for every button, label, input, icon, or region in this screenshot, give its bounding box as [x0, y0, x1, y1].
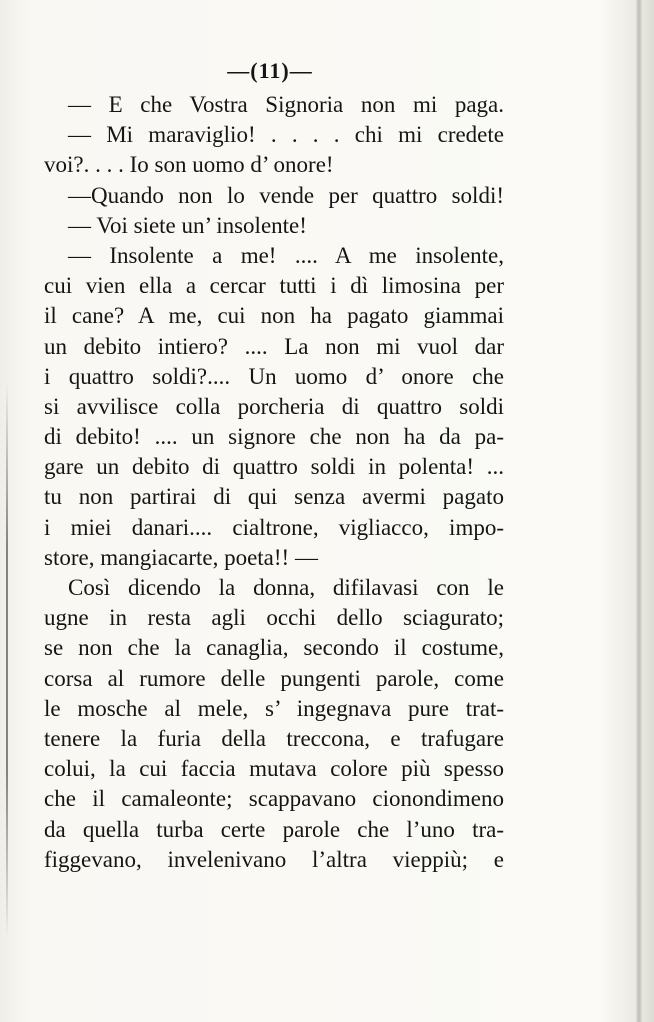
text-line: colui, la cui faccia mutava colore più spesso [44, 756, 504, 782]
page-number: —(11)— [227, 58, 313, 83]
body-text [44, 90, 504, 875]
text-line: — Mi maraviglio! . . . . chi mi credete [68, 122, 504, 148]
text-line: tu non partirai di qui senza avermi pagato [44, 484, 504, 510]
text-line: corsa al rumore delle pungenti parole, come [44, 665, 504, 691]
text-line: da quella turba certe parole che l’uno tra- [44, 816, 504, 842]
text-line: il cane? A me, cui non ha pagato giammai [44, 303, 504, 329]
text-line: store, mangiacarte, poeta!! — [44, 544, 318, 570]
text-line: Così dicendo la donna, difilavasi con le [68, 575, 504, 600]
text-line: gare un debito di quattro soldi in polenta! ... [44, 454, 504, 480]
text-line: —Quando non lo vende per quattro soldi! [68, 182, 504, 208]
text-line: che il camaleonte; scappavano cionondimeno [44, 786, 504, 812]
text-line: i miei danari.... cialtrone, vigliacco, impo- [44, 514, 504, 540]
page-left-shadow [6, 380, 8, 940]
text-line: — Voi siete un’ insolente! [68, 212, 307, 238]
text-line: — E che Vostra Signoria non mi paga. [68, 92, 504, 117]
text-line: tenere la furia della treccona, e trafugare [44, 725, 504, 751]
text-line: cui vien ella a cercar tutti i dì limosina per [44, 273, 504, 299]
text-line: le mosche al mele, s’ ingegnava pure trat- [44, 695, 504, 721]
page-right-gutter [636, 0, 642, 1022]
text-line: — Insolente a me! .... A me insolente, [68, 242, 504, 268]
text-line: figgevano, invelenivano l’altra vieppiù; e [44, 846, 504, 872]
text-line: un debito intiero? .... La non mi vuol dar [44, 333, 504, 359]
text-line: voi?. . . . Io son uomo d’ onore! [44, 152, 334, 178]
text-line: si avvilisce colla porcheria di quattro soldi [44, 393, 504, 419]
text-line: ugne in resta agli occhi dello sciagurato; [44, 605, 504, 631]
text-line: se non che la canaglia, secondo il costume, [44, 635, 504, 661]
text-line: di debito! .... un signore che non ha da pa- [44, 424, 504, 450]
text-line: i quattro soldi?.... Un uomo d’ onore che [44, 363, 504, 389]
